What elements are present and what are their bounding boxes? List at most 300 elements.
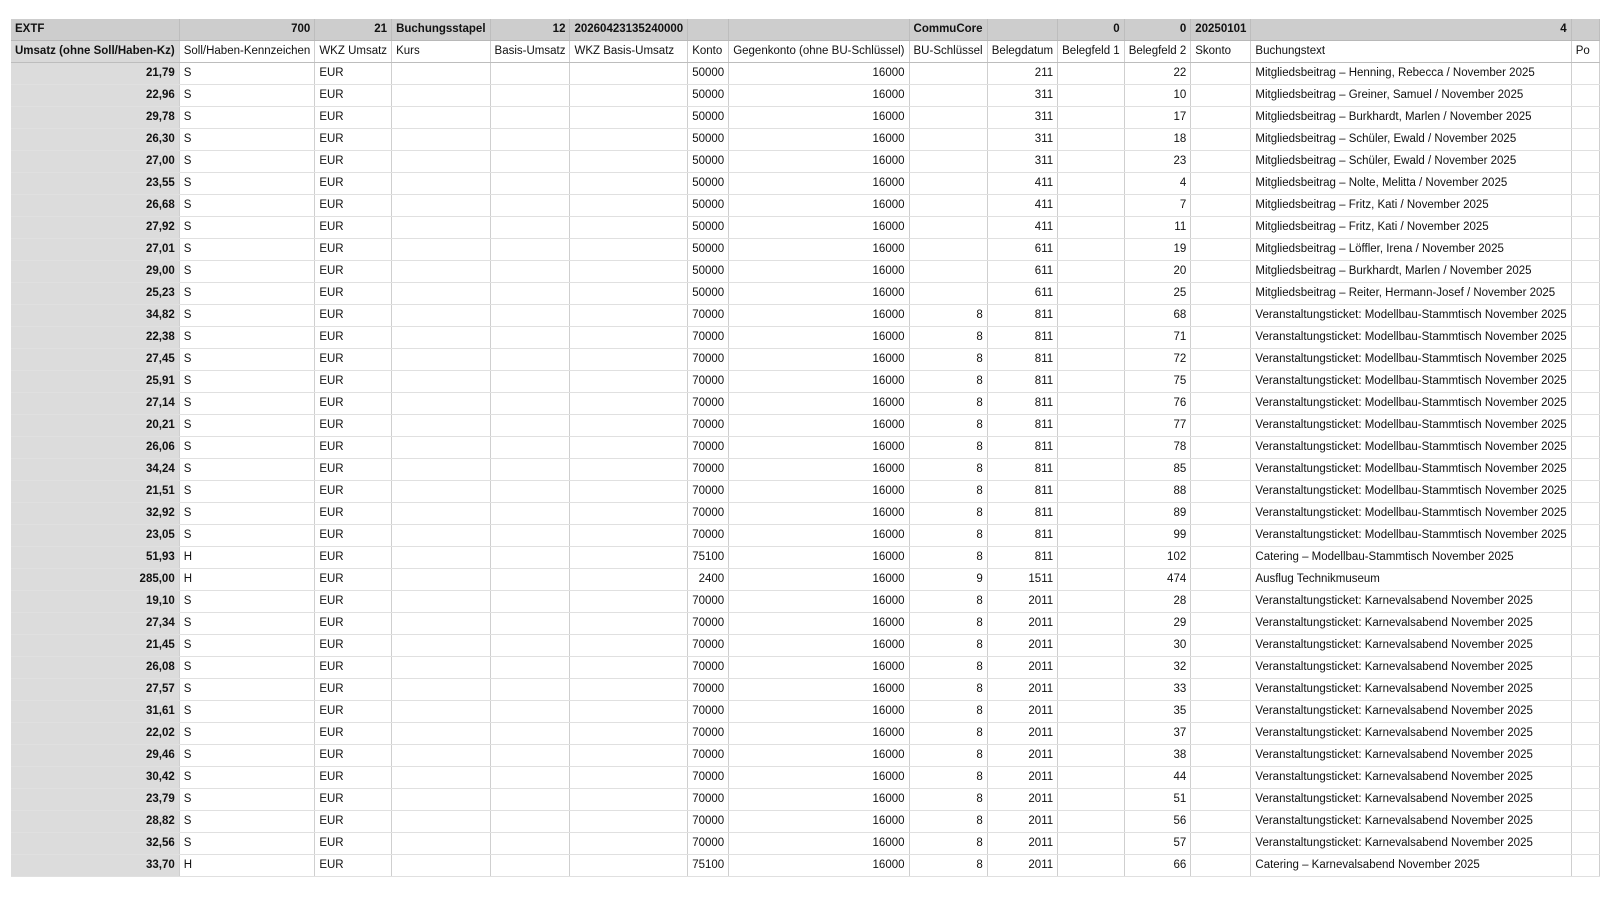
cell-soll-haben-kz[interactable]: S xyxy=(179,745,315,767)
cell-buchungstext[interactable]: Mitgliedsbeitrag – Burkhardt, Marlen / November 2025 xyxy=(1251,261,1571,283)
cell-buchungstext[interactable]: Mitgliedsbeitrag – Burkhardt, Marlen / November 2025 xyxy=(1251,107,1571,129)
cell-soll-haben-kz[interactable]: S xyxy=(179,173,315,195)
cell-po[interactable] xyxy=(1571,481,1599,503)
cell-bu-schluessel[interactable]: 8 xyxy=(909,723,987,745)
cell-buchungstext[interactable]: Veranstaltungsticket: Karnevalsabend November 2025 xyxy=(1251,723,1571,745)
cell-wkz-umsatz[interactable]: EUR xyxy=(315,855,392,877)
cell-konto[interactable]: Konto xyxy=(688,41,729,63)
cell-belegfeld-2[interactable]: 56 xyxy=(1124,811,1191,833)
cell-umsatz[interactable]: 19,10 xyxy=(11,591,179,613)
cell-basis-umsatz[interactable] xyxy=(490,195,570,217)
cell-konto[interactable]: 70000 xyxy=(688,657,729,679)
cell-skonto[interactable] xyxy=(1191,767,1251,789)
cell-belegfeld-2[interactable]: 102 xyxy=(1124,547,1191,569)
cell-belegfeld-1[interactable] xyxy=(1058,789,1125,811)
cell-basis-umsatz[interactable] xyxy=(490,547,570,569)
cell-kurs[interactable] xyxy=(392,129,490,151)
cell-belegfeld-1[interactable] xyxy=(1058,437,1125,459)
cell-bu-schluessel[interactable]: 8 xyxy=(909,635,987,657)
cell-kurs[interactable] xyxy=(392,217,490,239)
cell-kurs[interactable] xyxy=(392,437,490,459)
cell-konto[interactable]: 70000 xyxy=(688,591,729,613)
cell-konto[interactable]: 70000 xyxy=(688,503,729,525)
cell-gegenkonto[interactable]: 16000 xyxy=(729,195,909,217)
cell-buchungstext[interactable]: Veranstaltungsticket: Karnevalsabend November 2025 xyxy=(1251,679,1571,701)
cell-kurs[interactable] xyxy=(392,283,490,305)
cell-buchungstext[interactable]: Mitgliedsbeitrag – Greiner, Samuel / November 2025 xyxy=(1251,85,1571,107)
cell-konto[interactable]: 2400 xyxy=(688,569,729,591)
cell-wkz-umsatz[interactable]: EUR xyxy=(315,437,392,459)
cell-po[interactable] xyxy=(1571,701,1599,723)
cell-konto[interactable]: 50000 xyxy=(688,85,729,107)
cell-kurs[interactable] xyxy=(392,85,490,107)
cell-belegfeld-1[interactable] xyxy=(1058,701,1125,723)
cell-basis-umsatz[interactable] xyxy=(490,85,570,107)
cell-konto[interactable]: 70000 xyxy=(688,393,729,415)
cell-bu-schluessel[interactable]: 8 xyxy=(909,591,987,613)
cell-soll-haben-kz[interactable]: S xyxy=(179,679,315,701)
cell-belegdatum[interactable] xyxy=(987,19,1057,41)
cell-bu-schluessel[interactable]: 8 xyxy=(909,437,987,459)
cell-belegdatum[interactable]: 2011 xyxy=(987,701,1057,723)
cell-kurs[interactable] xyxy=(392,591,490,613)
cell-skonto[interactable] xyxy=(1191,415,1251,437)
cell-kurs[interactable] xyxy=(392,811,490,833)
cell-kurs[interactable] xyxy=(392,371,490,393)
cell-kurs[interactable] xyxy=(392,723,490,745)
cell-belegfeld-2[interactable]: 88 xyxy=(1124,481,1191,503)
cell-gegenkonto[interactable]: 16000 xyxy=(729,371,909,393)
cell-kurs[interactable] xyxy=(392,503,490,525)
cell-belegfeld-2[interactable]: 30 xyxy=(1124,635,1191,657)
cell-belegfeld-2[interactable]: 25 xyxy=(1124,283,1191,305)
cell-soll-haben-kz[interactable]: Soll/Haben-Kennzeichen xyxy=(179,41,315,63)
cell-po[interactable] xyxy=(1571,85,1599,107)
cell-umsatz[interactable]: 32,92 xyxy=(11,503,179,525)
cell-wkz-basis-umsatz[interactable] xyxy=(570,63,688,85)
cell-belegdatum[interactable]: 811 xyxy=(987,547,1057,569)
cell-konto[interactable]: 50000 xyxy=(688,173,729,195)
cell-soll-haben-kz[interactable]: S xyxy=(179,459,315,481)
cell-gegenkonto[interactable]: 16000 xyxy=(729,437,909,459)
cell-basis-umsatz[interactable] xyxy=(490,569,570,591)
cell-gegenkonto[interactable]: 16000 xyxy=(729,459,909,481)
cell-umsatz[interactable]: 23,79 xyxy=(11,789,179,811)
cell-soll-haben-kz[interactable]: S xyxy=(179,85,315,107)
cell-belegfeld-2[interactable]: 20 xyxy=(1124,261,1191,283)
cell-bu-schluessel[interactable]: 8 xyxy=(909,855,987,877)
cell-umsatz[interactable]: 23,55 xyxy=(11,173,179,195)
cell-belegfeld-1[interactable] xyxy=(1058,767,1125,789)
cell-belegfeld-2[interactable]: 51 xyxy=(1124,789,1191,811)
cell-belegfeld-2[interactable]: 23 xyxy=(1124,151,1191,173)
cell-soll-haben-kz[interactable]: S xyxy=(179,657,315,679)
cell-wkz-umsatz[interactable]: EUR xyxy=(315,701,392,723)
cell-belegfeld-1[interactable] xyxy=(1058,723,1125,745)
cell-buchungstext[interactable]: Veranstaltungsticket: Modellbau-Stammtisch November 2025 xyxy=(1251,327,1571,349)
cell-buchungstext[interactable]: Veranstaltungsticket: Karnevalsabend November 2025 xyxy=(1251,833,1571,855)
cell-belegfeld-2[interactable]: 19 xyxy=(1124,239,1191,261)
cell-wkz-basis-umsatz[interactable] xyxy=(570,195,688,217)
cell-wkz-umsatz[interactable]: EUR xyxy=(315,503,392,525)
cell-umsatz[interactable]: Umsatz (ohne Soll/Haben-Kz) xyxy=(11,41,179,63)
cell-belegdatum[interactable]: 311 xyxy=(987,151,1057,173)
cell-belegfeld-2[interactable]: 32 xyxy=(1124,657,1191,679)
cell-belegfeld-2[interactable]: 474 xyxy=(1124,569,1191,591)
cell-belegfeld-2[interactable]: 10 xyxy=(1124,85,1191,107)
cell-soll-haben-kz[interactable]: S xyxy=(179,701,315,723)
cell-gegenkonto[interactable]: 16000 xyxy=(729,723,909,745)
cell-wkz-basis-umsatz[interactable] xyxy=(570,855,688,877)
cell-belegdatum[interactable]: 311 xyxy=(987,107,1057,129)
cell-po[interactable] xyxy=(1571,437,1599,459)
cell-buchungstext[interactable]: Veranstaltungsticket: Modellbau-Stammtisch November 2025 xyxy=(1251,459,1571,481)
cell-bu-schluessel[interactable]: 8 xyxy=(909,327,987,349)
cell-soll-haben-kz[interactable]: S xyxy=(179,811,315,833)
cell-basis-umsatz[interactable]: Basis-Umsatz xyxy=(490,41,570,63)
cell-skonto[interactable] xyxy=(1191,547,1251,569)
cell-buchungstext[interactable]: Mitgliedsbeitrag – Löffler, Irena / November 2025 xyxy=(1251,239,1571,261)
cell-basis-umsatz[interactable] xyxy=(490,151,570,173)
cell-bu-schluessel[interactable] xyxy=(909,107,987,129)
cell-wkz-basis-umsatz[interactable] xyxy=(570,459,688,481)
cell-belegdatum[interactable]: 611 xyxy=(987,261,1057,283)
cell-wkz-basis-umsatz[interactable] xyxy=(570,481,688,503)
cell-belegfeld-1[interactable] xyxy=(1058,503,1125,525)
cell-basis-umsatz[interactable] xyxy=(490,657,570,679)
cell-soll-haben-kz[interactable]: S xyxy=(179,239,315,261)
cell-bu-schluessel[interactable]: 9 xyxy=(909,569,987,591)
cell-belegfeld-2[interactable]: 72 xyxy=(1124,349,1191,371)
cell-gegenkonto[interactable]: 16000 xyxy=(729,569,909,591)
cell-gegenkonto[interactable]: 16000 xyxy=(729,239,909,261)
cell-bu-schluessel[interactable]: 8 xyxy=(909,811,987,833)
cell-belegfeld-1[interactable] xyxy=(1058,745,1125,767)
cell-bu-schluessel[interactable]: 8 xyxy=(909,349,987,371)
cell-gegenkonto[interactable]: 16000 xyxy=(729,679,909,701)
cell-belegdatum[interactable]: 2011 xyxy=(987,657,1057,679)
cell-basis-umsatz[interactable] xyxy=(490,63,570,85)
cell-belegfeld-1[interactable] xyxy=(1058,327,1125,349)
cell-belegfeld-2[interactable]: 4 xyxy=(1124,173,1191,195)
cell-soll-haben-kz[interactable]: S xyxy=(179,305,315,327)
cell-belegfeld-2[interactable]: 22 xyxy=(1124,63,1191,85)
cell-wkz-basis-umsatz[interactable] xyxy=(570,701,688,723)
cell-umsatz[interactable]: 34,82 xyxy=(11,305,179,327)
cell-soll-haben-kz[interactable]: S xyxy=(179,789,315,811)
cell-wkz-basis-umsatz[interactable] xyxy=(570,723,688,745)
cell-po[interactable] xyxy=(1571,723,1599,745)
cell-bu-schluessel[interactable]: 8 xyxy=(909,305,987,327)
cell-gegenkonto[interactable]: 16000 xyxy=(729,855,909,877)
cell-basis-umsatz[interactable] xyxy=(490,239,570,261)
cell-konto[interactable]: 70000 xyxy=(688,415,729,437)
cell-belegdatum[interactable]: 811 xyxy=(987,371,1057,393)
cell-basis-umsatz[interactable] xyxy=(490,415,570,437)
cell-kurs[interactable] xyxy=(392,745,490,767)
cell-kurs[interactable] xyxy=(392,327,490,349)
cell-umsatz[interactable]: 30,42 xyxy=(11,767,179,789)
cell-belegfeld-1[interactable] xyxy=(1058,525,1125,547)
cell-po[interactable] xyxy=(1571,349,1599,371)
cell-konto[interactable]: 50000 xyxy=(688,129,729,151)
cell-bu-schluessel[interactable]: 8 xyxy=(909,459,987,481)
cell-wkz-basis-umsatz[interactable] xyxy=(570,613,688,635)
cell-basis-umsatz[interactable] xyxy=(490,261,570,283)
cell-buchungstext[interactable]: Catering – Karnevalsabend November 2025 xyxy=(1251,855,1571,877)
cell-wkz-umsatz[interactable]: EUR xyxy=(315,305,392,327)
cell-wkz-umsatz[interactable]: EUR xyxy=(315,745,392,767)
cell-belegdatum[interactable]: 311 xyxy=(987,85,1057,107)
cell-wkz-basis-umsatz[interactable] xyxy=(570,547,688,569)
cell-soll-haben-kz[interactable]: H xyxy=(179,547,315,569)
cell-basis-umsatz[interactable] xyxy=(490,723,570,745)
cell-wkz-basis-umsatz[interactable] xyxy=(570,371,688,393)
cell-belegfeld-2[interactable]: 57 xyxy=(1124,833,1191,855)
cell-belegfeld-1[interactable] xyxy=(1058,855,1125,877)
cell-skonto[interactable] xyxy=(1191,459,1251,481)
cell-po[interactable] xyxy=(1571,503,1599,525)
cell-belegfeld-1[interactable] xyxy=(1058,85,1125,107)
cell-soll-haben-kz[interactable]: S xyxy=(179,613,315,635)
cell-bu-schluessel[interactable]: 8 xyxy=(909,833,987,855)
cell-wkz-basis-umsatz[interactable] xyxy=(570,217,688,239)
cell-belegfeld-2[interactable]: 77 xyxy=(1124,415,1191,437)
cell-belegfeld-1[interactable] xyxy=(1058,63,1125,85)
cell-skonto[interactable] xyxy=(1191,745,1251,767)
cell-wkz-basis-umsatz[interactable] xyxy=(570,261,688,283)
cell-belegfeld-1[interactable]: 0 xyxy=(1058,19,1125,41)
cell-umsatz[interactable]: 21,51 xyxy=(11,481,179,503)
cell-wkz-umsatz[interactable]: EUR xyxy=(315,371,392,393)
cell-bu-schluessel[interactable]: 8 xyxy=(909,371,987,393)
cell-skonto[interactable]: 20250101 xyxy=(1191,19,1251,41)
cell-basis-umsatz[interactable] xyxy=(490,481,570,503)
cell-umsatz[interactable]: 22,38 xyxy=(11,327,179,349)
cell-soll-haben-kz[interactable]: S xyxy=(179,195,315,217)
cell-bu-schluessel[interactable]: CommuCore xyxy=(909,19,987,41)
cell-po[interactable] xyxy=(1571,745,1599,767)
cell-skonto[interactable] xyxy=(1191,63,1251,85)
cell-kurs[interactable] xyxy=(392,305,490,327)
cell-po[interactable] xyxy=(1571,657,1599,679)
cell-skonto[interactable] xyxy=(1191,349,1251,371)
cell-bu-schluessel[interactable] xyxy=(909,151,987,173)
cell-soll-haben-kz[interactable]: S xyxy=(179,591,315,613)
cell-gegenkonto[interactable]: 16000 xyxy=(729,173,909,195)
cell-buchungstext[interactable]: Veranstaltungsticket: Karnevalsabend November 2025 xyxy=(1251,657,1571,679)
cell-po[interactable] xyxy=(1571,239,1599,261)
cell-soll-haben-kz[interactable]: S xyxy=(179,767,315,789)
cell-skonto[interactable] xyxy=(1191,481,1251,503)
cell-gegenkonto[interactable]: 16000 xyxy=(729,833,909,855)
cell-belegfeld-1[interactable] xyxy=(1058,635,1125,657)
cell-buchungstext[interactable]: Mitgliedsbeitrag – Schüler, Ewald / November 2025 xyxy=(1251,129,1571,151)
cell-belegdatum[interactable]: 2011 xyxy=(987,613,1057,635)
cell-kurs[interactable] xyxy=(392,701,490,723)
cell-basis-umsatz[interactable] xyxy=(490,613,570,635)
cell-konto[interactable] xyxy=(688,19,729,41)
cell-basis-umsatz[interactable] xyxy=(490,701,570,723)
cell-konto[interactable]: 70000 xyxy=(688,811,729,833)
cell-po[interactable] xyxy=(1571,613,1599,635)
cell-wkz-basis-umsatz[interactable] xyxy=(570,349,688,371)
cell-skonto[interactable] xyxy=(1191,261,1251,283)
cell-gegenkonto[interactable]: 16000 xyxy=(729,811,909,833)
cell-wkz-basis-umsatz[interactable] xyxy=(570,327,688,349)
cell-belegdatum[interactable]: 811 xyxy=(987,503,1057,525)
cell-belegdatum[interactable]: 811 xyxy=(987,349,1057,371)
cell-belegdatum[interactable]: 811 xyxy=(987,415,1057,437)
cell-po[interactable] xyxy=(1571,789,1599,811)
cell-belegdatum[interactable]: 2011 xyxy=(987,833,1057,855)
cell-belegfeld-2[interactable]: 11 xyxy=(1124,217,1191,239)
cell-gegenkonto[interactable]: 16000 xyxy=(729,305,909,327)
cell-basis-umsatz[interactable] xyxy=(490,305,570,327)
cell-basis-umsatz[interactable] xyxy=(490,349,570,371)
cell-umsatz[interactable]: 51,93 xyxy=(11,547,179,569)
cell-wkz-basis-umsatz[interactable] xyxy=(570,767,688,789)
cell-konto[interactable]: 50000 xyxy=(688,283,729,305)
cell-belegfeld-2[interactable]: 29 xyxy=(1124,613,1191,635)
cell-gegenkonto[interactable]: 16000 xyxy=(729,283,909,305)
cell-buchungstext[interactable]: Veranstaltungsticket: Modellbau-Stammtisch November 2025 xyxy=(1251,371,1571,393)
cell-buchungstext[interactable]: Mitgliedsbeitrag – Fritz, Kati / November 2025 xyxy=(1251,195,1571,217)
cell-basis-umsatz[interactable]: 12 xyxy=(490,19,570,41)
cell-basis-umsatz[interactable] xyxy=(490,525,570,547)
cell-skonto[interactable] xyxy=(1191,855,1251,877)
cell-belegfeld-1[interactable] xyxy=(1058,239,1125,261)
cell-soll-haben-kz[interactable]: S xyxy=(179,63,315,85)
cell-buchungstext[interactable]: Veranstaltungsticket: Modellbau-Stammtisch November 2025 xyxy=(1251,415,1571,437)
cell-belegdatum[interactable]: 811 xyxy=(987,393,1057,415)
cell-bu-schluessel[interactable]: 8 xyxy=(909,393,987,415)
cell-soll-haben-kz[interactable]: S xyxy=(179,129,315,151)
cell-basis-umsatz[interactable] xyxy=(490,283,570,305)
cell-buchungstext[interactable]: Veranstaltungsticket: Modellbau-Stammtisch November 2025 xyxy=(1251,503,1571,525)
cell-basis-umsatz[interactable] xyxy=(490,745,570,767)
cell-konto[interactable]: 50000 xyxy=(688,195,729,217)
cell-wkz-umsatz[interactable]: EUR xyxy=(315,195,392,217)
cell-basis-umsatz[interactable] xyxy=(490,855,570,877)
cell-wkz-umsatz[interactable]: EUR xyxy=(315,327,392,349)
cell-po[interactable] xyxy=(1571,151,1599,173)
cell-wkz-umsatz[interactable]: EUR xyxy=(315,789,392,811)
cell-konto[interactable]: 70000 xyxy=(688,349,729,371)
cell-soll-haben-kz[interactable]: S xyxy=(179,371,315,393)
cell-kurs[interactable] xyxy=(392,855,490,877)
cell-wkz-umsatz[interactable]: EUR xyxy=(315,415,392,437)
cell-bu-schluessel[interactable] xyxy=(909,63,987,85)
cell-konto[interactable]: 50000 xyxy=(688,261,729,283)
cell-konto[interactable]: 70000 xyxy=(688,437,729,459)
cell-belegdatum[interactable]: 611 xyxy=(987,283,1057,305)
cell-skonto[interactable] xyxy=(1191,811,1251,833)
cell-buchungstext[interactable]: Mitgliedsbeitrag – Henning, Rebecca / November 2025 xyxy=(1251,63,1571,85)
cell-po[interactable] xyxy=(1571,833,1599,855)
cell-umsatz[interactable]: 26,68 xyxy=(11,195,179,217)
cell-basis-umsatz[interactable] xyxy=(490,371,570,393)
cell-basis-umsatz[interactable] xyxy=(490,503,570,525)
cell-umsatz[interactable]: 25,23 xyxy=(11,283,179,305)
cell-buchungstext[interactable]: Veranstaltungsticket: Karnevalsabend November 2025 xyxy=(1251,635,1571,657)
cell-bu-schluessel[interactable]: 8 xyxy=(909,481,987,503)
cell-belegdatum[interactable]: Belegdatum xyxy=(987,41,1057,63)
cell-basis-umsatz[interactable] xyxy=(490,107,570,129)
cell-belegfeld-2[interactable]: 33 xyxy=(1124,679,1191,701)
cell-wkz-umsatz[interactable]: EUR xyxy=(315,657,392,679)
cell-umsatz[interactable]: 33,70 xyxy=(11,855,179,877)
cell-skonto[interactable] xyxy=(1191,635,1251,657)
cell-wkz-basis-umsatz[interactable]: 20260423135240000 xyxy=(570,19,688,41)
cell-belegdatum[interactable]: 2011 xyxy=(987,811,1057,833)
cell-wkz-umsatz[interactable]: EUR xyxy=(315,723,392,745)
cell-umsatz[interactable]: 22,02 xyxy=(11,723,179,745)
cell-wkz-basis-umsatz[interactable]: WKZ Basis-Umsatz xyxy=(570,41,688,63)
cell-soll-haben-kz[interactable]: S xyxy=(179,393,315,415)
cell-buchungstext[interactable]: Veranstaltungsticket: Modellbau-Stammtisch November 2025 xyxy=(1251,525,1571,547)
cell-po[interactable] xyxy=(1571,415,1599,437)
cell-gegenkonto[interactable]: 16000 xyxy=(729,217,909,239)
cell-skonto[interactable] xyxy=(1191,525,1251,547)
cell-buchungstext[interactable]: 4 xyxy=(1251,19,1571,41)
cell-buchungstext[interactable]: Veranstaltungsticket: Modellbau-Stammtisch November 2025 xyxy=(1251,349,1571,371)
cell-wkz-umsatz[interactable]: EUR xyxy=(315,613,392,635)
cell-gegenkonto[interactable]: 16000 xyxy=(729,635,909,657)
cell-belegfeld-1[interactable] xyxy=(1058,679,1125,701)
cell-umsatz[interactable]: 31,61 xyxy=(11,701,179,723)
cell-konto[interactable]: 70000 xyxy=(688,701,729,723)
cell-po[interactable] xyxy=(1571,393,1599,415)
cell-basis-umsatz[interactable] xyxy=(490,129,570,151)
cell-umsatz[interactable]: 27,57 xyxy=(11,679,179,701)
cell-bu-schluessel[interactable] xyxy=(909,129,987,151)
cell-basis-umsatz[interactable] xyxy=(490,327,570,349)
cell-wkz-umsatz[interactable]: EUR xyxy=(315,525,392,547)
cell-skonto[interactable] xyxy=(1191,327,1251,349)
cell-umsatz[interactable]: 29,46 xyxy=(11,745,179,767)
cell-gegenkonto[interactable]: 16000 xyxy=(729,745,909,767)
cell-basis-umsatz[interactable] xyxy=(490,789,570,811)
cell-umsatz[interactable]: 22,96 xyxy=(11,85,179,107)
cell-po[interactable] xyxy=(1571,679,1599,701)
cell-konto[interactable]: 70000 xyxy=(688,481,729,503)
cell-buchungstext[interactable]: Veranstaltungsticket: Modellbau-Stammtisch November 2025 xyxy=(1251,305,1571,327)
cell-skonto[interactable] xyxy=(1191,503,1251,525)
cell-skonto[interactable] xyxy=(1191,283,1251,305)
cell-soll-haben-kz[interactable]: S xyxy=(179,525,315,547)
cell-umsatz[interactable]: 26,08 xyxy=(11,657,179,679)
cell-wkz-umsatz[interactable]: EUR xyxy=(315,151,392,173)
cell-bu-schluessel[interactable]: 8 xyxy=(909,789,987,811)
cell-bu-schluessel[interactable] xyxy=(909,261,987,283)
cell-bu-schluessel[interactable] xyxy=(909,85,987,107)
cell-wkz-umsatz[interactable]: EUR xyxy=(315,569,392,591)
cell-kurs[interactable] xyxy=(392,547,490,569)
cell-wkz-umsatz[interactable]: EUR xyxy=(315,85,392,107)
cell-gegenkonto[interactable]: 16000 xyxy=(729,701,909,723)
cell-kurs[interactable] xyxy=(392,107,490,129)
cell-belegfeld-1[interactable] xyxy=(1058,459,1125,481)
cell-po[interactable] xyxy=(1571,547,1599,569)
cell-skonto[interactable] xyxy=(1191,107,1251,129)
cell-po[interactable]: Po xyxy=(1571,41,1599,63)
cell-po[interactable] xyxy=(1571,129,1599,151)
cell-umsatz[interactable]: 23,05 xyxy=(11,525,179,547)
cell-kurs[interactable] xyxy=(392,833,490,855)
cell-gegenkonto[interactable]: 16000 xyxy=(729,525,909,547)
cell-belegdatum[interactable]: 1511 xyxy=(987,569,1057,591)
